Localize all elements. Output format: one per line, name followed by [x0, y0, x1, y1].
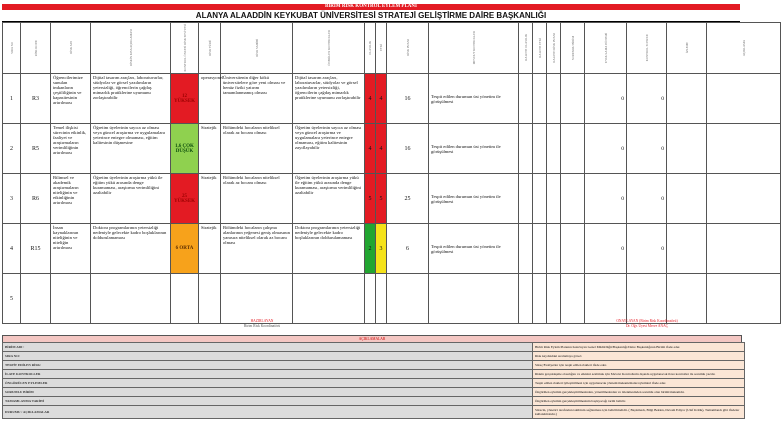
- row-number: 3: [3, 174, 21, 224]
- value-cell: 0: [585, 124, 627, 174]
- empty-cell: [429, 274, 519, 324]
- empty-cell: [547, 224, 561, 274]
- notes-row: [3, 352, 745, 361]
- risk-owner: Bölümdeki hocaların niteliksel olarak az bocanı olması: [221, 174, 293, 224]
- empty-cell: [21, 274, 51, 324]
- risk-code: R3: [21, 74, 51, 124]
- header-cell: SIRA NO: [3, 23, 21, 74]
- note-key: İLAVE KONTROLLER: [3, 370, 533, 379]
- risk-owner: Bölümdeki hocaların çalışma alanlarının yeğenesi geniş olmasının yanısıra niteliksel olarak az bocanı olması: [221, 224, 293, 274]
- risk-level: 25 YÜKSEK: [171, 174, 199, 224]
- empty-cell: [547, 74, 561, 124]
- value-cell: 0: [627, 224, 667, 274]
- empty-cell: [387, 274, 429, 324]
- note-key: SORUMLU BİRİM: [3, 388, 533, 397]
- notes-row: [3, 343, 745, 352]
- table-row: [3, 174, 781, 224]
- note-value: Riskin gerçekleşme olasılığını ve etkisini azaltmak için Mevcut Kontrollerin dışında uygulanacak ilave kontroller ile sorumlu yazılır.: [533, 370, 745, 379]
- empty-cell: [533, 274, 547, 324]
- note-key: SIRA NO:: [3, 352, 533, 361]
- status-note: Tespit edilen durumun üst yönetim ile görüşülmesi: [429, 74, 519, 124]
- risk-name: İnsan kaynaklarının niteliğinin ve niteliğin artırılması: [51, 224, 91, 274]
- header-cell: İZLEME: [667, 23, 707, 74]
- signature-name: Birim Risk Koordinatörü: [243, 324, 281, 328]
- empty-cell: [519, 174, 533, 224]
- empty-cell: [667, 74, 707, 124]
- empty-cell: [547, 274, 561, 324]
- empty-cell: [199, 274, 221, 324]
- empty-cell: [519, 274, 533, 324]
- empty-cell: [667, 174, 707, 224]
- risk-score: 25: [387, 174, 429, 224]
- header-cell: RİSKİN KISA AÇIKLAMASI: [91, 23, 171, 74]
- empty-cell: [365, 274, 376, 324]
- empty-cell: [561, 224, 585, 274]
- signature-approved: [562, 319, 732, 329]
- header-cell: RİSK TÜRÜ: [199, 23, 221, 74]
- empty-cell: [561, 124, 585, 174]
- risk-description: Dijital tasarım araçları, laboratuvarlar, stüdyolar ve görsel yazılımların yetersizliği, öğrencilerin çağdaş mimarlık pratiklerine uyumunu zorlaştırabilir: [91, 74, 171, 124]
- empty-cell: [667, 224, 707, 274]
- note-key: TESPİT EDİLEN RİSK:: [3, 361, 533, 370]
- notes-row: [3, 406, 745, 419]
- empty-cell: [221, 274, 293, 324]
- risk-description: Öğretim üyelerinin araştırma yükü ile eğitim yükü arasında denge kuramaması, araştırma verimliliğini azaltabilir: [91, 174, 171, 224]
- empty-cell: [667, 274, 707, 324]
- value-cell: 0: [627, 174, 667, 224]
- table-row: [3, 274, 781, 324]
- note-value: Öngörülen eylemin gerçekleştirilmesinin başlayacağı tarihi belirtir.: [533, 397, 745, 406]
- header-cell: MEVCUT KONTROLLER: [429, 23, 519, 74]
- probability: 2: [365, 224, 376, 274]
- header-cell: OLASILIK: [365, 23, 376, 74]
- risk-table: [2, 22, 781, 324]
- value-cell: 0: [627, 74, 667, 124]
- banner-top: BİRİM RİSK KONTROL EYLEM PLANI: [2, 4, 740, 10]
- value-cell: 0: [627, 124, 667, 174]
- risk-name: Bilimsel ve akademik araştırmaların niteliğinin ve etkinliğinin artırılması: [51, 174, 91, 224]
- empty-cell: [707, 274, 781, 324]
- note-value: Birim Risk Eylem Planının hazırlayan Genel Müdürlüğü/Başkanlığı/Daire Başkanlığının Birimi ifade eder.: [533, 343, 745, 352]
- risk-name: Temel ilişkisi sürecinin etkinlik, faaliyet ve araştırmaların verimliliğinin artırılması: [51, 124, 91, 174]
- empty-cell: [547, 174, 561, 224]
- risk-controls: Öğretim üyelerinin araştırma yükü ile eğitim yükü arasında denge kuramaması, araştırma verimliliğini azaltabilir: [293, 174, 365, 224]
- page-title: ALANYA ALAADDİN KEYKUBAT ÜNİVERSİTESİ STRATEJİ GELİŞTİRME DAİRE BAŞKANLIĞI: [2, 10, 740, 22]
- impact: 5: [376, 174, 387, 224]
- risk-type: operasyonel: [199, 74, 221, 124]
- risk-level: 12 YÜKSEK: [171, 74, 199, 124]
- probability: 4: [365, 74, 376, 124]
- status-note: Tespit edilen durumun üst yönetim ile görüşülmesi: [429, 174, 519, 224]
- table-row: [3, 124, 781, 174]
- risk-type: Stratejik: [199, 174, 221, 224]
- notes-row: [3, 388, 745, 397]
- value-cell: 0: [585, 74, 627, 124]
- note-key: TAMAMLANMA TARİHİ: [3, 397, 533, 406]
- header-cell: RİSK ADI: [51, 23, 91, 74]
- risk-owner: Üniversitenin diğer kökü üniversitelere göre yeni olması ve henüz fiziki yatırım tamamlanmamış olması: [221, 74, 293, 124]
- risk-controls: Dijital tasarım araçları, laboratuvarlar, stüdyolar ve görsel yazılımların yetersizliği, öğrencilerin çağdaş mimarlık pratiklerine uyumunu zorlaştırabilir: [293, 74, 365, 124]
- empty-cell: [376, 274, 387, 324]
- empty-cell: [561, 174, 585, 224]
- empty-cell: [533, 124, 547, 174]
- value-cell: 0: [585, 224, 627, 274]
- empty-cell: [561, 274, 585, 324]
- risk-description: Öğretim üyelerinin sayıca az olması veya güncel araştırma ve uygulamalara yeterince entegre olmaması, eğitim kalitesinin düşmesine: [91, 124, 171, 174]
- status-note: Tespit edilen durumun üst yönetim ile görüşülmesi: [429, 124, 519, 174]
- risk-score: 16: [387, 74, 429, 124]
- risk-controls: Doktora programlarının yetersizliği nedeniyle gelecekte kadro boşluklarının doldurulamaması: [293, 224, 365, 274]
- signature-role: ONAYLAYAN (Birim Risk Koordinatörü): [616, 319, 678, 323]
- risk-code: R15: [21, 224, 51, 274]
- row-number: 5: [3, 274, 21, 324]
- empty-cell: [533, 224, 547, 274]
- probability: 5: [365, 174, 376, 224]
- probability: 4: [365, 124, 376, 174]
- header-row: [3, 23, 781, 74]
- empty-cell: [585, 274, 627, 324]
- table-row: [3, 74, 781, 124]
- empty-cell: [293, 274, 365, 324]
- header-cell: KALINTI RİSK PUANI: [547, 23, 561, 74]
- header-cell: RİSK SAHİBİ: [221, 23, 293, 74]
- signature-name: Dr. Öğr. Üyesi Merve ANAÇ: [625, 324, 669, 328]
- table-row: [3, 224, 781, 274]
- risk-name: Öğrencilerimize sunulan imkanların çeşitliliğinin ve kapasitesinin artırılması: [51, 74, 91, 124]
- empty-cell: [707, 174, 781, 224]
- risk-level: 1,6 ÇOK DÜŞÜK: [171, 124, 199, 174]
- risk-code: R6: [21, 174, 51, 224]
- empty-cell: [707, 124, 781, 174]
- header-cell: RİSK PUANI: [387, 23, 429, 74]
- risk-code: R5: [21, 124, 51, 174]
- header-cell: KONTROL SONUCU: [627, 23, 667, 74]
- note-value: Tespit edilen riskleri iyileştirilmesi için uygulanacak yöntem/mekanizmalar/eylemleri ifade eder.: [533, 379, 745, 388]
- note-value: Öngörülen eylemin gerçekleştirilmesinden, yönetilmesinden ve izlenmesinden sorumlu olan birimi/makamdır.: [533, 388, 745, 397]
- header-cell: UYGULAMA DÖNEMİ: [585, 23, 627, 74]
- note-key: BİRİM ADI :: [3, 343, 533, 352]
- header-cell: RİSK KODU: [21, 23, 51, 74]
- signature-prepared: [202, 319, 322, 329]
- header-cell: KALINTI OLASILIK: [519, 23, 533, 74]
- header-cell: KALINTI ETKİ: [533, 23, 547, 74]
- status-note: Tespit edilen durumun üst yönetim ile görüşülmesi: [429, 224, 519, 274]
- empty-cell: [707, 224, 781, 274]
- notes-row: [3, 361, 745, 370]
- header-cell: ETKİ: [376, 23, 387, 74]
- empty-cell: [533, 74, 547, 124]
- risk-level: 6 ORTA: [171, 224, 199, 274]
- empty-cell: [667, 124, 707, 174]
- risk-controls: Öğretim üyelerinin sayıca az olması veya güncel araştırma ve uygulamalara yeterince entegre olmaması, eğitim kalitesinin zayıflayabilir: [293, 124, 365, 174]
- risk-score: 6: [387, 224, 429, 274]
- empty-cell: [171, 274, 199, 324]
- notes-row: [3, 397, 745, 406]
- empty-cell: [547, 124, 561, 174]
- risk-description: Doktora programlarının yetersizliği nedeniyle gelecekte kadro boşluklarının doldurulamaması: [91, 224, 171, 274]
- note-value: Risk kaydındaki sıralamaya göre/r.: [533, 352, 745, 361]
- note-value: Süreç/Faaliyetler için tespit edilen riskleri ifade eder.: [533, 361, 745, 370]
- note-key: ÖNGÖRÜLEN EYLEMLER: [3, 379, 533, 388]
- note-value: Sürecin, yönetici tarafından takibinin sağlanması için belirtilmelidir. ( Başlamadı, Bilgi Beklen, Devam Ediyor (Ulaf Kritik), Tamamlandı gibi ifadeler kullanılmalıdır.): [533, 406, 745, 419]
- empty-cell: [51, 274, 91, 324]
- risk-type: Stratejik: [199, 224, 221, 274]
- empty-cell: [91, 274, 171, 324]
- empty-cell: [519, 124, 533, 174]
- empty-cell: [707, 74, 781, 124]
- row-number: 4: [3, 224, 21, 274]
- note-key: DURUMU / AÇIKLAMALAR: [3, 406, 533, 419]
- value-cell: 0: [585, 174, 627, 224]
- notes-row: [3, 370, 745, 379]
- header-cell: KONTROL ÖNCESİ RİSK SEVİYESİ: [171, 23, 199, 74]
- header-cell: ÖNERİLEN KONTROLLER: [293, 23, 365, 74]
- empty-cell: [519, 224, 533, 274]
- impact: 4: [376, 124, 387, 174]
- notes-header: AÇIKLAMALAR: [2, 335, 742, 343]
- header-cell: AÇIKLAMA: [707, 23, 781, 74]
- impact: 4: [376, 74, 387, 124]
- notes-row: [3, 379, 745, 388]
- empty-cell: [519, 74, 533, 124]
- empty-cell: [627, 274, 667, 324]
- risk-owner: Bölümdeki hocaların niteliksel olarak az bocanı olması: [221, 124, 293, 174]
- empty-cell: [561, 74, 585, 124]
- risk-score: 16: [387, 124, 429, 174]
- empty-cell: [533, 174, 547, 224]
- risk-type: Stratejik: [199, 124, 221, 174]
- notes-table: [2, 342, 745, 419]
- row-number: 1: [3, 74, 21, 124]
- impact: 3: [376, 224, 387, 274]
- row-number: 2: [3, 124, 21, 174]
- header-cell: SORUMLU BİRİM: [561, 23, 585, 74]
- signature-role: HAZIRLAYAN: [250, 319, 274, 323]
